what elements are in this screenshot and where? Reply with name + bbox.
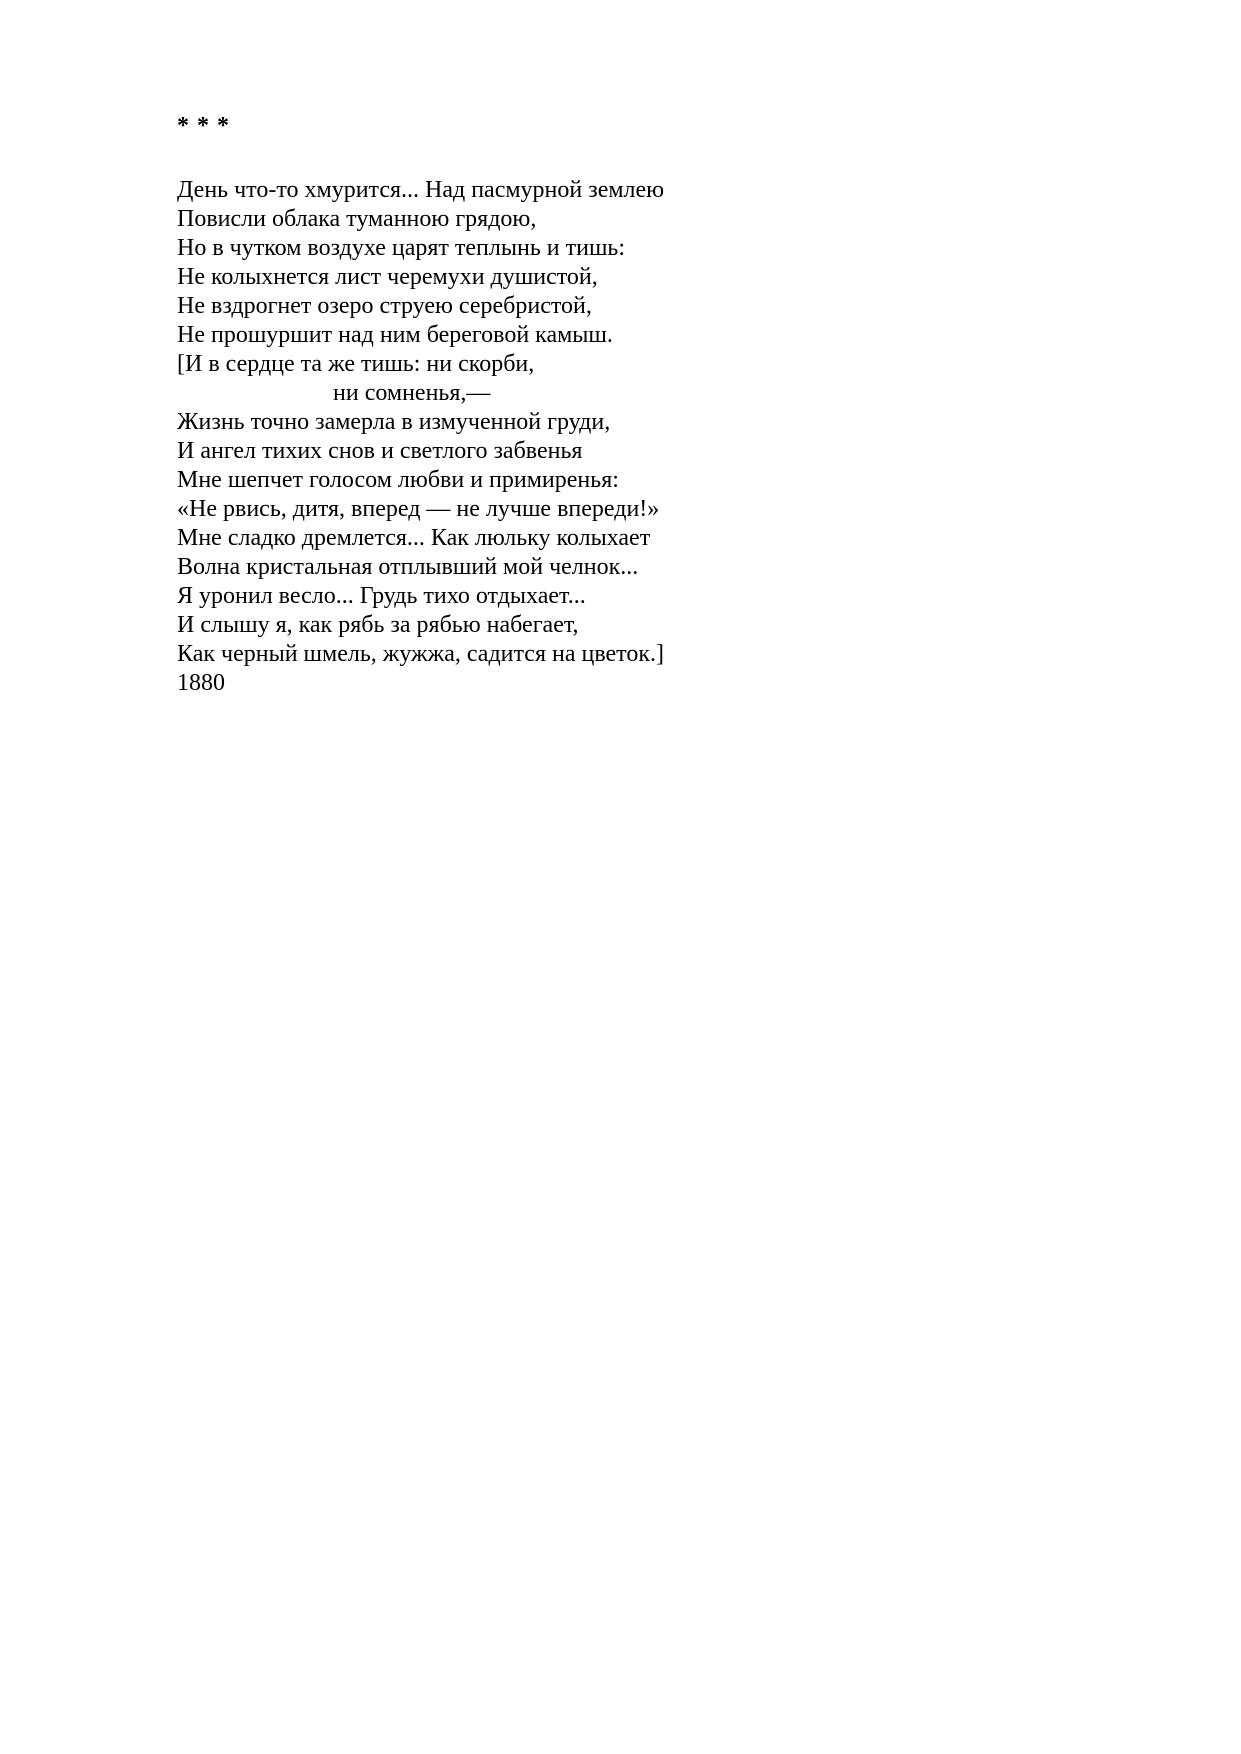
poem-line: День что-то хмурится... Над пасмурной землею — [177, 177, 665, 203]
poem-line: И ангел тихих снов и светлого забвенья — [177, 438, 583, 464]
poem-line: Повисли облака туманною грядою, — [177, 206, 537, 232]
poem-line: Не колыхнется лист черемухи душистой, — [177, 264, 598, 290]
poem-date: 1880 — [177, 670, 225, 696]
poem-line: Не прошуршит над ним береговой камыш. — [177, 322, 613, 348]
poem-line: И слышу я, как рябь за рябью набегает, — [177, 612, 579, 638]
poem-line: Мне сладко дремлется... Как люльку колыхает — [177, 525, 651, 551]
poem-line: Жизнь точно замерла в измученной груди, — [177, 409, 611, 435]
poem-line: Я уронил весло... Грудь тихо отдыхает... — [177, 583, 586, 609]
poem-line: Как черный шмель, жужжа, садится на цветок.] — [177, 641, 664, 667]
poem-line-indented: ни сомненья,— — [333, 380, 491, 406]
poem-line: Но в чутком воздухе царят теплынь и тишь: — [177, 235, 626, 261]
poem-heading: * * * — [177, 113, 230, 139]
poem-line: Не вздрогнет озеро струею серебристой, — [177, 293, 592, 319]
poem-line: Волна кристальная отплывший мой челнок... — [177, 554, 639, 580]
poem-line: [И в сердце та же тишь: ни скорби, — [177, 351, 535, 377]
poem-line: «Не рвись, дитя, вперед — не лучше впереди!» — [177, 496, 660, 522]
poem-line: Мне шепчет голосом любви и примиренья: — [177, 467, 619, 493]
poem-body — [177, 176, 664, 698]
